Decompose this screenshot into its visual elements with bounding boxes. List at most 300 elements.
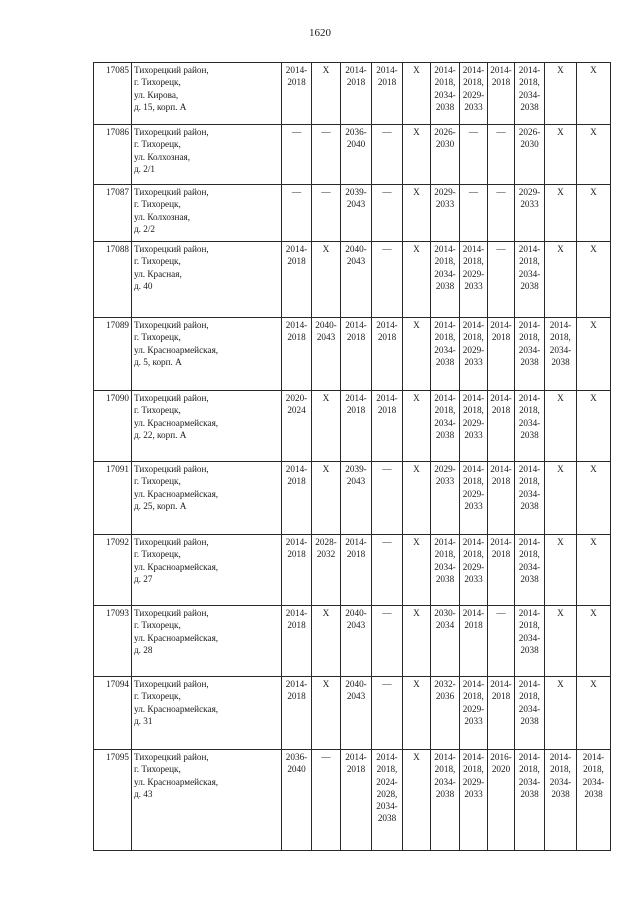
- schedule-value: —: [496, 187, 506, 197]
- schedule-value: 2038: [520, 788, 539, 799]
- table-row: [94, 750, 611, 851]
- schedule-value: 2036: [435, 691, 455, 702]
- schedule-cell: [312, 535, 341, 606]
- schedule-cell: [312, 462, 341, 535]
- schedule-value: 2040-: [345, 679, 367, 689]
- schedule-value: 2018,: [583, 764, 604, 775]
- schedule-value: 2014-: [434, 752, 456, 762]
- schedule-value: 2030: [520, 139, 539, 150]
- schedule-cell: [282, 63, 312, 125]
- schedule-cell: [515, 63, 545, 125]
- schedule-value: 2038: [520, 429, 539, 440]
- schedule-value: 2014-: [518, 537, 541, 547]
- schedule-cell: [545, 606, 577, 677]
- schedule-cell: [488, 677, 515, 750]
- schedule-cell: [460, 242, 488, 318]
- address-line: ул. Красноармейская,: [134, 561, 219, 572]
- schedule-value: 2018: [377, 405, 397, 416]
- schedule-cell: [545, 63, 577, 125]
- schedule-cell: [341, 242, 372, 318]
- schedule-value: —: [468, 127, 479, 137]
- schedule-value: 2038: [584, 788, 603, 799]
- schedule-value: 2033: [464, 500, 483, 511]
- schedule-value: X: [413, 679, 420, 689]
- address-line: г. Тихорецк,: [134, 764, 181, 775]
- address-line: Тихорецкий район,: [134, 127, 209, 137]
- schedule-value: 2014-: [549, 320, 572, 330]
- schedule-value: 2014-: [462, 752, 485, 762]
- schedule-value: 2029-: [462, 417, 485, 428]
- schedule-value: 2014-: [285, 608, 308, 618]
- schedule-value: 2014-: [518, 464, 541, 474]
- schedule-value: 2018,: [519, 256, 540, 267]
- address-line: д. 22, корп. А: [134, 429, 187, 440]
- schedule-value: X: [557, 393, 564, 403]
- schedule-cell: [372, 185, 403, 242]
- schedule-value: 2014-: [518, 752, 541, 762]
- schedule-cell: [431, 185, 460, 242]
- schedule-cell: [577, 750, 611, 851]
- schedule-value: 2028,: [376, 788, 398, 799]
- schedule-value: 2043: [346, 199, 366, 210]
- schedule-cell: [460, 391, 488, 462]
- schedule-value: 2028-: [315, 537, 337, 547]
- schedule-value: 2026-: [518, 127, 541, 137]
- schedule-cell: [577, 185, 611, 242]
- schedule-value: 2039-: [345, 187, 367, 197]
- schedule-value: 2034-: [434, 776, 456, 787]
- schedule-value: 2014-: [285, 679, 308, 689]
- schedule-value: 2014-: [518, 65, 541, 75]
- schedule-value: 2033: [464, 280, 483, 291]
- schedule-value: 2029-: [462, 268, 485, 279]
- schedule-value: 2034-: [434, 344, 456, 355]
- schedule-cell: [488, 535, 515, 606]
- table-row: [94, 125, 611, 185]
- address-line: д. 2/1: [134, 163, 156, 174]
- schedule-value: 2014-: [518, 393, 541, 403]
- address-line: д. 40: [134, 280, 153, 291]
- schedule-cell: [545, 750, 577, 851]
- address-line: д. 28: [134, 644, 153, 655]
- schedule-value: 2014-: [434, 320, 456, 330]
- schedule-value: —: [382, 464, 392, 474]
- address-line: д. 5, корп. А: [134, 356, 182, 367]
- table-row: [94, 677, 611, 750]
- schedule-cell: [488, 125, 515, 185]
- schedule-value: 2034-: [434, 268, 456, 279]
- schedule-cell: [403, 185, 431, 242]
- schedule-cell: [460, 63, 488, 125]
- schedule-cell: [341, 125, 372, 185]
- address-cell: [132, 185, 282, 242]
- schedule-value: 2014-: [490, 679, 512, 689]
- schedule-value: 2024-: [376, 776, 398, 787]
- schedule-cell: [282, 242, 312, 318]
- schedule-value: 2034-: [518, 488, 541, 499]
- schedule-value: 2018,: [463, 405, 484, 416]
- schedule-cell: [312, 606, 341, 677]
- schedule-value: 2014-: [345, 537, 367, 547]
- schedule-value: 2014-: [376, 393, 398, 403]
- schedule-value: 2032: [316, 549, 336, 560]
- schedule-value: 2038: [377, 813, 397, 824]
- schedule-value: 2034-: [582, 776, 605, 787]
- schedule-value: 2016-: [490, 752, 512, 762]
- address-line: ул. Красноармейская,: [134, 776, 219, 787]
- schedule-value: 2018,: [434, 77, 456, 88]
- address-line: г. Тихорецк,: [134, 476, 181, 487]
- address-line: д. 27: [134, 573, 153, 584]
- schedule-cell: [515, 318, 545, 391]
- schedule-cell: [577, 391, 611, 462]
- schedule-value: 2029-: [434, 464, 456, 474]
- schedule-value: 2018,: [376, 764, 398, 775]
- schedule-cell: [372, 125, 403, 185]
- address-line: Тихорецкий район,: [134, 65, 209, 75]
- address-line: ул. Красноармейская,: [134, 703, 219, 714]
- schedule-value: 2038: [520, 715, 539, 726]
- address-line: г. Тихорецк,: [134, 620, 181, 631]
- schedule-cell: [403, 677, 431, 750]
- schedule-value: 2038: [520, 573, 539, 584]
- schedule-cell: [545, 535, 577, 606]
- schedule-value: X: [590, 608, 597, 618]
- schedule-value: 2033: [464, 573, 483, 584]
- schedule-cell: [341, 606, 372, 677]
- schedule-cell: [372, 391, 403, 462]
- schedule-cell: [515, 462, 545, 535]
- address-line: д. 25, корп. А: [134, 500, 187, 511]
- schedule-value: —: [496, 608, 506, 618]
- record-id-cell: 17087: [94, 185, 132, 242]
- schedule-value: 2020-: [285, 393, 308, 403]
- schedule-value: 2040-: [345, 244, 367, 254]
- schedule-value: 2014-: [582, 752, 605, 762]
- schedule-cell: [282, 606, 312, 677]
- schedule-cell: [312, 318, 341, 391]
- schedule-value: 2014-: [462, 244, 485, 254]
- schedule-cell: [545, 391, 577, 462]
- table-row: [94, 391, 611, 462]
- schedule-cell: [341, 185, 372, 242]
- schedule-value: 2018,: [434, 549, 456, 560]
- schedule-cell: [460, 318, 488, 391]
- schedule-cell: [577, 125, 611, 185]
- schedule-value: 2038: [435, 788, 455, 799]
- schedule-value: 2029-: [462, 703, 485, 714]
- address-line: г. Тихорецк,: [134, 139, 181, 150]
- record-id-cell: 17092: [94, 535, 132, 606]
- schedule-value: 2038: [435, 356, 455, 367]
- schedule-value: 2018,: [519, 405, 540, 416]
- schedule-value: X: [557, 244, 564, 254]
- schedule-cell: [431, 318, 460, 391]
- schedule-value: 2018,: [519, 764, 540, 775]
- schedule-value: 2033: [464, 788, 483, 799]
- schedule-value: 2036-: [345, 127, 367, 137]
- schedule-value: 2040: [346, 139, 366, 150]
- schedule-value: 2034-: [376, 801, 398, 812]
- schedule-value: 2014-: [345, 320, 367, 330]
- schedule-value: 2030-: [434, 608, 456, 618]
- table-row: [94, 535, 611, 606]
- address-line: Тихорецкий район,: [134, 537, 209, 547]
- schedule-cell: [403, 750, 431, 851]
- table-row: [94, 462, 611, 535]
- schedule-cell: [431, 606, 460, 677]
- schedule-cell: [515, 677, 545, 750]
- schedule-value: 2040: [287, 764, 306, 775]
- schedule-value: —: [382, 244, 392, 254]
- schedule-value: —: [468, 187, 479, 197]
- schedule-cell: [431, 677, 460, 750]
- address-cell: [132, 535, 282, 606]
- schedule-value: 2018: [491, 691, 511, 702]
- schedule-value: 2018: [346, 549, 366, 560]
- schedule-value: 2034-: [549, 344, 572, 355]
- schedule-cell: [460, 750, 488, 851]
- schedule-value: 2018,: [463, 764, 484, 775]
- address-line: ул. Красноармейская,: [134, 344, 219, 355]
- schedule-value: 2033: [435, 476, 455, 487]
- schedule-value: 2014-: [518, 244, 541, 254]
- schedule-value: 2018,: [463, 256, 484, 267]
- schedule-value: X: [413, 537, 420, 547]
- schedule-value: 2026-: [434, 127, 456, 137]
- address-line: г. Тихорецк,: [134, 256, 181, 267]
- schedule-value: 2018,: [434, 405, 456, 416]
- schedule-value: X: [590, 320, 597, 330]
- address-line: Тихорецкий район,: [134, 244, 209, 254]
- schedule-value: 2034-: [549, 776, 572, 787]
- schedule-value: 2014-: [490, 320, 512, 330]
- schedule-value: X: [322, 244, 330, 254]
- schedule-cell: [372, 750, 403, 851]
- schedule-value: X: [322, 65, 330, 75]
- schedule-cell: [460, 606, 488, 677]
- schedule-cell: [577, 462, 611, 535]
- schedule-value: 2029-: [434, 187, 456, 197]
- schedule-value: 2029-: [462, 488, 485, 499]
- schedule-value: —: [496, 244, 506, 254]
- schedule-value: —: [321, 127, 331, 137]
- schedule-value: 2014-: [462, 65, 485, 75]
- address-line: д. 31: [134, 715, 153, 726]
- schedule-value: X: [322, 679, 330, 689]
- schedule-value: —: [321, 752, 331, 762]
- address-line: ул. Кирова,: [134, 89, 179, 100]
- schedule-cell: [403, 606, 431, 677]
- address-line: Тихорецкий район,: [134, 320, 209, 330]
- schedule-value: 2029-: [462, 776, 485, 787]
- schedule-cell: [460, 125, 488, 185]
- schedule-value: 2014-: [285, 537, 308, 547]
- schedule-value: X: [590, 187, 597, 197]
- address-line: ул. Колхозная,: [134, 151, 191, 162]
- schedule-value: X: [413, 65, 420, 75]
- schedule-value: 2014-: [462, 679, 485, 689]
- schedule-value: 2034-: [518, 417, 541, 428]
- schedule-value: 2018,: [463, 476, 484, 487]
- address-cell: [132, 125, 282, 185]
- schedule-value: 2038: [435, 101, 455, 112]
- schedule-cell: [577, 606, 611, 677]
- address-line: ул. Красноармейская,: [134, 417, 219, 428]
- schedule-cell: [372, 462, 403, 535]
- schedule-value: —: [496, 127, 506, 137]
- schedule-value: X: [557, 187, 564, 197]
- schedule-value: 2018,: [519, 549, 540, 560]
- schedule-value: 2038: [520, 280, 539, 291]
- schedule-cell: [282, 750, 312, 851]
- schedule-cell: [460, 462, 488, 535]
- record-id-cell: 17088: [94, 242, 132, 318]
- schedule-value: 2043: [346, 691, 366, 702]
- schedule-cell: [403, 462, 431, 535]
- address-line: г. Тихорецк,: [134, 332, 181, 343]
- schedule-value: 2033: [464, 356, 483, 367]
- schedule-value: 2018,: [519, 620, 540, 631]
- schedule-value: X: [413, 752, 420, 762]
- address-line: г. Тихорецк,: [134, 199, 181, 210]
- schedule-value: 2018,: [519, 691, 540, 702]
- schedule-value: 2033: [520, 199, 539, 210]
- schedule-value: 2018: [491, 77, 511, 88]
- schedule-value: 2038: [435, 573, 455, 584]
- schedule-value: 2014-: [434, 65, 456, 75]
- schedule-value: 2014-: [490, 65, 512, 75]
- schedule-cell: [515, 391, 545, 462]
- schedule-cell: [312, 63, 341, 125]
- schedule-cell: [488, 242, 515, 318]
- address-line: ул. Красная,: [134, 268, 182, 279]
- schedule-cell: [515, 125, 545, 185]
- schedule-cell: [431, 462, 460, 535]
- schedule-value: 2018: [287, 620, 306, 631]
- record-id-cell: 17094: [94, 677, 132, 750]
- table-row: [94, 63, 611, 125]
- schedule-value: 2014-: [518, 320, 541, 330]
- schedule-cell: [431, 242, 460, 318]
- schedule-value: 2024: [287, 405, 306, 416]
- schedule-value: 2029-: [462, 344, 485, 355]
- schedule-value: 2038: [435, 280, 455, 291]
- schedule-value: X: [322, 464, 330, 474]
- schedule-value: 2034-: [518, 344, 541, 355]
- schedule-value: 2018,: [519, 77, 540, 88]
- schedule-value: 2014-: [345, 393, 367, 403]
- schedule-cell: [282, 391, 312, 462]
- schedule-value: X: [413, 393, 420, 403]
- schedule-cell: [545, 242, 577, 318]
- schedule-value: 2014-: [376, 752, 398, 762]
- schedule-cell: [460, 185, 488, 242]
- schedule-cell: [341, 535, 372, 606]
- schedule-value: X: [413, 464, 420, 474]
- schedule-value: 2033: [435, 199, 455, 210]
- schedule-value: —: [382, 187, 392, 197]
- schedule-cell: [577, 242, 611, 318]
- address-line: г. Тихорецк,: [134, 405, 181, 416]
- schedule-value: 2014-: [490, 537, 512, 547]
- schedule-value: 2034-: [518, 632, 541, 643]
- schedule-value: 2034-: [518, 268, 541, 279]
- schedule-value: X: [413, 320, 420, 330]
- schedule-cell: [312, 391, 341, 462]
- schedule-value: 2014-: [376, 320, 398, 330]
- schedule-value: 2018: [491, 549, 511, 560]
- schedule-value: X: [413, 244, 420, 254]
- schedule-value: —: [291, 127, 302, 137]
- schedule-value: —: [382, 679, 392, 689]
- schedule-cell: [488, 391, 515, 462]
- schedule-cell: [282, 318, 312, 391]
- schedule-cell: [372, 63, 403, 125]
- address-cell: [132, 318, 282, 391]
- schedule-cell: [403, 125, 431, 185]
- schedule-value: X: [413, 187, 420, 197]
- schedule-value: X: [590, 464, 597, 474]
- schedule-value: 2018,: [434, 332, 456, 343]
- schedule-value: 2038: [435, 429, 455, 440]
- schedule-cell: [282, 125, 312, 185]
- schedule-cell: [403, 63, 431, 125]
- address-line: ул. Красноармейская,: [134, 488, 219, 499]
- schedule-cell: [282, 462, 312, 535]
- schedule-value: 2014-: [518, 608, 541, 618]
- schedule-cell: [282, 185, 312, 242]
- schedule-value: 2018: [287, 77, 306, 88]
- schedule-cell: [545, 677, 577, 750]
- schedule-value: 2033: [464, 715, 483, 726]
- page-number: 1620: [309, 27, 331, 39]
- address-line: д. 15, корп. А: [134, 101, 187, 112]
- schedule-cell: [403, 242, 431, 318]
- table-body: [94, 63, 611, 851]
- schedule-value: 2034-: [518, 703, 541, 714]
- schedule-cell: [312, 677, 341, 750]
- schedule-value: X: [590, 65, 597, 75]
- record-id-cell: 17091: [94, 462, 132, 535]
- schedule-value: 2038: [520, 644, 539, 655]
- schedule-cell: [341, 750, 372, 851]
- schedule-value: 2018: [287, 691, 306, 702]
- schedule-value: X: [413, 608, 420, 618]
- table-row: [94, 606, 611, 677]
- schedule-value: 2040-: [345, 608, 367, 618]
- repair-schedule-table: [93, 62, 611, 851]
- schedule-value: 2018,: [519, 476, 540, 487]
- schedule-value: X: [557, 537, 564, 547]
- schedule-value: X: [557, 65, 564, 75]
- schedule-cell: [372, 535, 403, 606]
- schedule-cell: [577, 677, 611, 750]
- schedule-cell: [545, 462, 577, 535]
- schedule-value: —: [382, 127, 392, 137]
- schedule-value: 2014-: [462, 537, 485, 547]
- schedule-cell: [403, 318, 431, 391]
- schedule-cell: [372, 242, 403, 318]
- record-id-cell: 17086: [94, 125, 132, 185]
- schedule-cell: [431, 125, 460, 185]
- address-cell: [132, 606, 282, 677]
- schedule-value: 2014-: [345, 752, 367, 762]
- schedule-cell: [515, 242, 545, 318]
- address-cell: [132, 63, 282, 125]
- schedule-cell: [372, 318, 403, 391]
- schedule-cell: [460, 535, 488, 606]
